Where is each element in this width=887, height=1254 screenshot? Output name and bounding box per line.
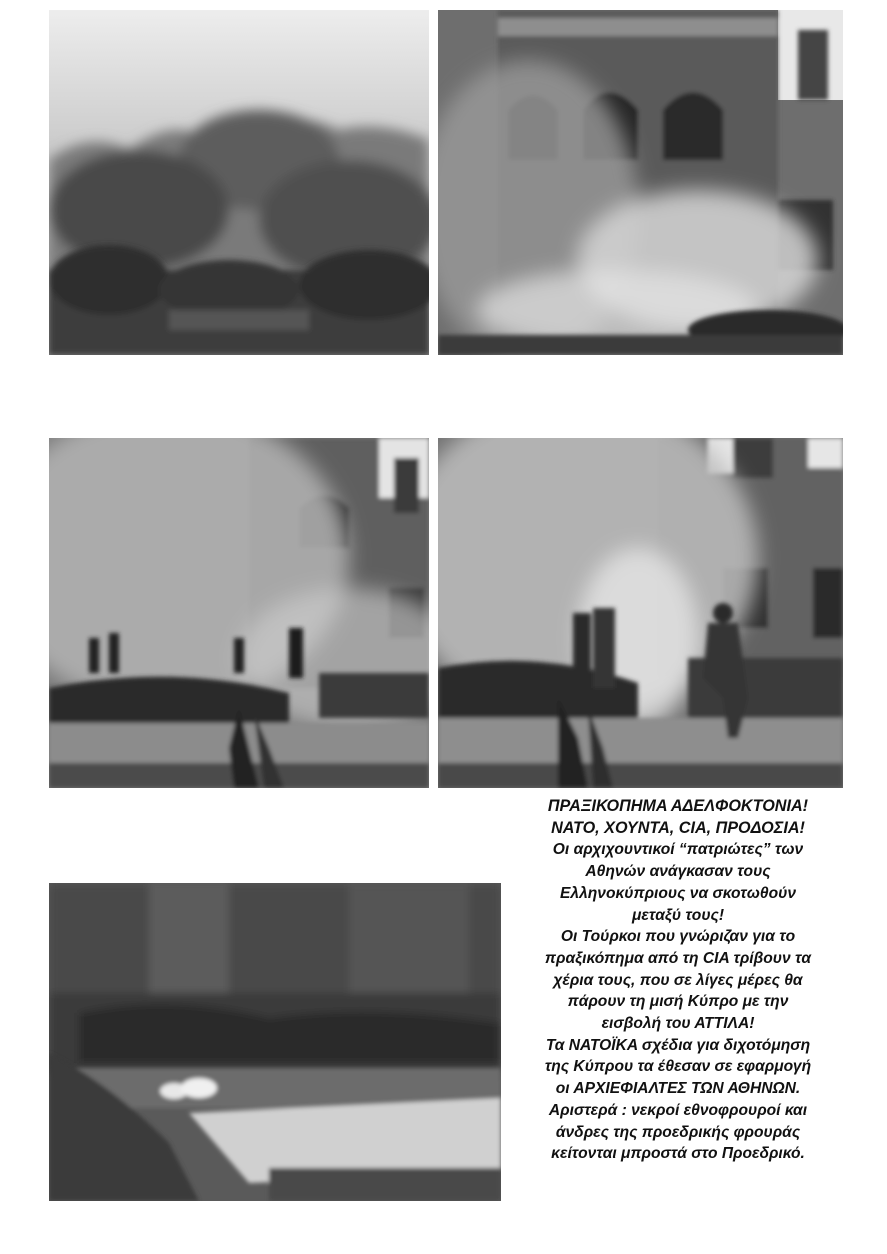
photo-image bbox=[49, 438, 429, 788]
caption-line: εισβολή του ΑΤΤΙΛΑ! bbox=[601, 1015, 755, 1033]
photo-soldiers-in-smoke-left bbox=[49, 438, 429, 788]
photo-image bbox=[438, 10, 843, 355]
caption-line: ΝΑΤΟ, ΧΟΥΝΤΑ, CIA, ΠΡΟΔΟΣΙΑ! bbox=[551, 818, 805, 837]
photo-soldiers-in-smoke-right bbox=[438, 438, 843, 788]
caption-line: χέρια τους, που σε λίγες μέρες θα bbox=[553, 971, 803, 989]
caption-line: Αριστερά : νεκροί εθνοφρουροί και bbox=[548, 1101, 808, 1119]
caption-line: άνδρες της προεδρικής φρουράς bbox=[555, 1123, 801, 1141]
caption-line: Αθηνών ανάγκασαν τους bbox=[585, 863, 771, 881]
photo-courtyard-fallen bbox=[49, 883, 501, 1201]
photo-image bbox=[438, 438, 843, 788]
caption-line: Οι αρχιχουντικοί “πατριώτες” των bbox=[552, 841, 804, 859]
caption-line: κείτονται μπροστά στο Προεδρικό. bbox=[551, 1145, 805, 1163]
caption-line: Ελληνοκύπριους να σκοτωθούν bbox=[560, 884, 796, 902]
caption-line: Τα ΝΑΤΟΪΚΑ σχέδια για διχοτόμηση bbox=[545, 1036, 811, 1054]
caption-line: πάρουν τη μισή Κύπρο με την bbox=[567, 993, 789, 1011]
caption-line: οι ΑΡΧΙΕΦΙΑΛΤΕΣ ΤΩΝ ΑΘΗΝΩΝ. bbox=[555, 1080, 801, 1098]
photo-image bbox=[49, 10, 429, 355]
photo-smoke-over-trees bbox=[49, 10, 429, 355]
caption-line: μεταξύ τους! bbox=[631, 906, 725, 924]
caption-text bbox=[506, 796, 850, 1165]
photo-image bbox=[49, 883, 501, 1201]
photo-palace-facade-smoke bbox=[438, 10, 843, 355]
caption-line: πραξικόπημα από τη CIA τρίβουν τα bbox=[544, 949, 812, 967]
caption-line: Οι Τούρκοι που γνώριζαν για το bbox=[560, 928, 796, 946]
caption-line: της Κύπρου τα έθεσαν σε εφαρμογή bbox=[544, 1058, 812, 1076]
caption-line: ΠΡΑΞΙΚΟΠΗΜΑ ΑΔΕΛΦΟΚΤΟΝΙΑ! bbox=[547, 797, 809, 815]
